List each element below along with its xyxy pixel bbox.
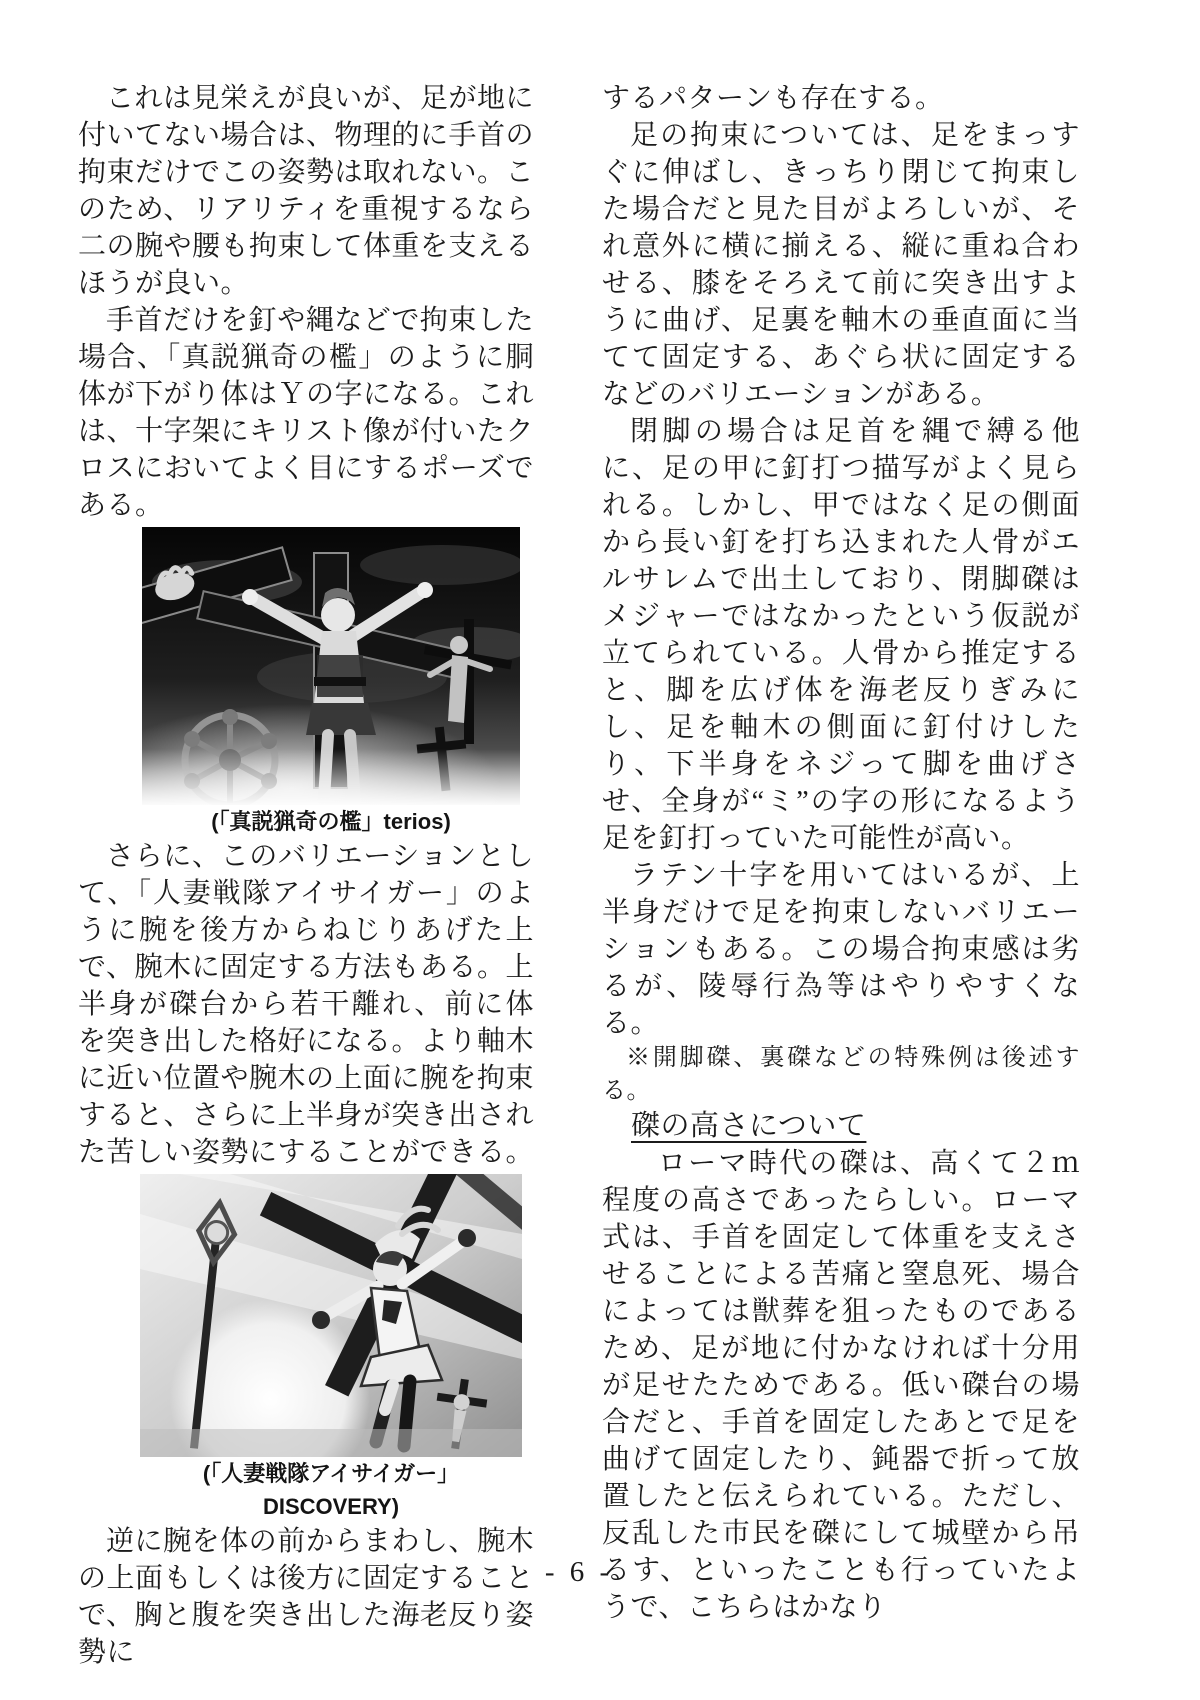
right-column <box>602 80 1080 1626</box>
crucified-heroine-illustration <box>140 1174 522 1457</box>
paragraph: 手首だけを釘や縄などで拘束した場合、「真説猟奇の檻」のように胴体が下がり体はＹの字になる。これは、十字架にキリスト像が付いたクロスにおいてよく目にするポーズである。 <box>78 305 535 521</box>
paragraph: これは見栄えが良いが、足が地に付いてない場合は、物理的に手首の拘束だけでこの姿勢は取れない。このため、リアリティを重視するなら二の腕や腰も拘束して体重を支えるほうが良い。 <box>78 83 535 299</box>
figure-2-caption: (「人妻戦隊アイサイガー」DISCOVERY) <box>202 1461 460 1519</box>
figure-2 <box>140 1174 522 1523</box>
paragraph: 逆に腕を体の前からまわし、腕木の上面もしくは後方に固定することで、胸と腹を突き出した海老反り姿勢に <box>78 1526 535 1668</box>
paragraph: さらに、このバリエーションとして、「人妻戦隊アイサイガー」のように腕を後方からねじりあげた上で、腕木に固定する方法もある。上半身が磔台から若干離れ、前に体を突き出した格好になる。より軸木に近い位置や腕木の上面に腕を拘束すると、さらに上半身が突き出された苦しい姿勢にすることができる。 <box>78 841 535 1168</box>
paragraph: 足の拘束については、足をまっすぐに伸ばし、きっちり閉じて拘束した場合だと見た目がよろしいが、それ意外に横に揃える、縦に重ね合わせる、膝をそろえて前に突き出すように曲げ、足裏を軸木の垂直面に当てて固定する、あぐら状に固定するなどのバリエーションがある。 <box>602 120 1080 410</box>
figure-1 <box>142 527 520 838</box>
section-heading: 磔の高さについて <box>631 1110 867 1142</box>
page-number: - 6 - <box>544 1556 614 1588</box>
footnote: ※開脚磔、裏磔などの特殊例は後述する。 <box>602 1045 1080 1104</box>
figure-1-caption: (「真説猟奇の檻」terios) <box>211 809 451 834</box>
paragraph: ローマ時代の磔は、高くて２ｍ程度の高さであったらしい。ローマ式は、手首を固定して体重を支えさせることによる苦痛と窒息死、場合によっては獣葬を狙ったものであるため、足が地に付かなければ十分用が足せたためである。低い磔台の場合だと、手首を固定したあとで足を曲げて固定したり、鈍器で折って放置したと伝えられている。ただし、反乱した市民を磔にして城壁から吊るす、といったことも行っていたようで、こちらはかなり <box>602 1148 1080 1623</box>
paragraph: 閉脚の場合は足首を縄で縛る他に、足の甲に釘打つ描写がよく見られる。しかし、甲ではなく足の側面から長い釘を打ち込まれた人骨がエルサレムで出土しており、閉脚磔はメジャーではなかったという仮説が立てられている。人骨から推定すると、脚を広げ体を海老反りぎみにし、足を軸木の側面に釘付けしたり、下半身をネジって脚を曲げさせ、全身が“ミ”の字の形になるよう足を釘打っていた可能性が高い。 <box>602 416 1080 854</box>
paragraph: ラテン十字を用いてはいるが、上半身だけで足を拘束しないバリエーションもある。この場合拘束感は劣るが、陵辱行為等はやりやすくなる。 <box>602 860 1080 1039</box>
crucifixion-night-illustration <box>142 527 520 805</box>
left-column <box>78 80 534 1671</box>
paragraph: するパターンも存在する。 <box>602 83 944 114</box>
